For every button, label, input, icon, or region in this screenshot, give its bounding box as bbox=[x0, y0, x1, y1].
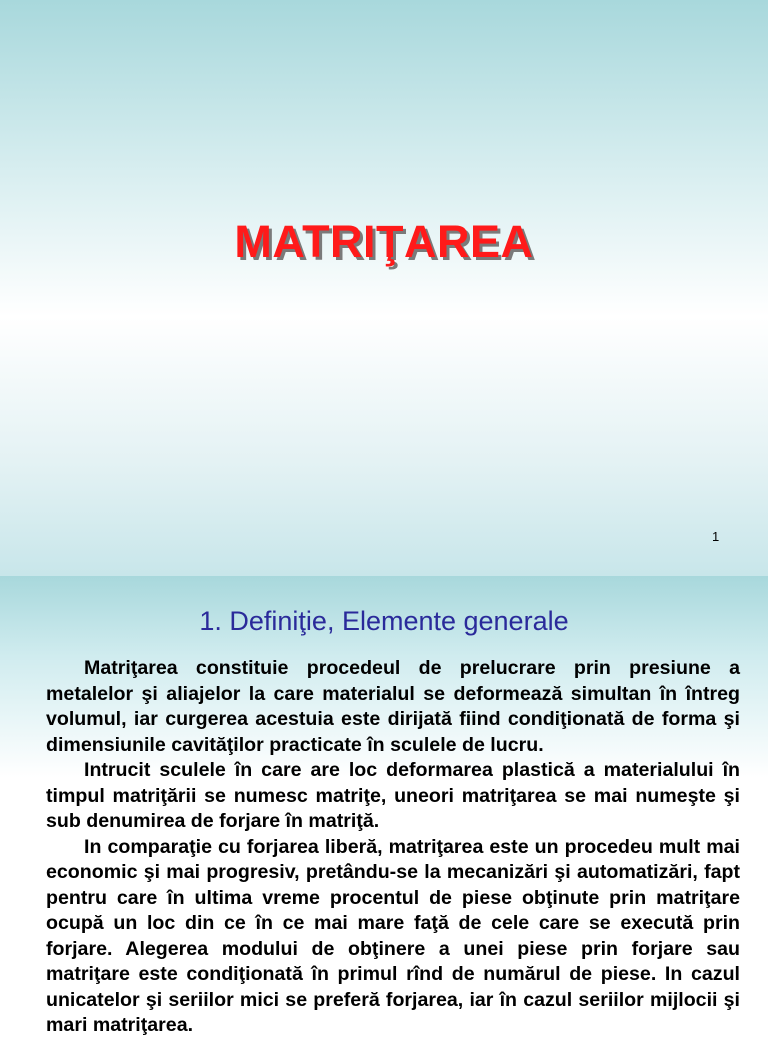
slide-2 bbox=[0, 576, 768, 1036]
section-title: 1. Definiţie, Elemente generale bbox=[199, 606, 569, 636]
paragraph-tools: Intrucit sculele în care are loc deformarea plastică a materialului în timpul matriţării se numesc matriţe, uneori matriţarea se mai numeşte şi sub denumirea de forjare în matriţă. bbox=[46, 759, 740, 832]
paragraph-definition: Matriţarea constituie procedeul de prelucrare prin presiune a metalelor şi aliajelor la care materialul se deformează simultan în întreg volumul, iar curgerea acestuia este dirijată fiind condiţionată de forma şi dimensiunile cavităţilor practicate în sculele de lucru. bbox=[46, 657, 740, 756]
slide-title: MATRIŢAREA bbox=[234, 216, 534, 267]
body-text bbox=[46, 656, 740, 1039]
page-number: 1 bbox=[712, 529, 720, 544]
paragraph-comparison: In comparaţie cu forjarea liberă, matriţarea este un procedeu mult mai economic şi mai progresiv, pretându-se la mecanizări şi automatizări, fapt pentru care în ultima vreme procentul de piese obţinute prin matriţare ocupă un loc din ce în ce mai mare faţă de cele care se execută prin forjare. Alegerea modului de obţinere a unei piese prin forjare sau matriţare este condiţionată în primul rînd de numărul de piese. In cazul unicatelor şi seriilor mici se preferă forjarea, iar în cazul seriilor mijlocii şi mari matriţarea. bbox=[46, 835, 740, 1036]
